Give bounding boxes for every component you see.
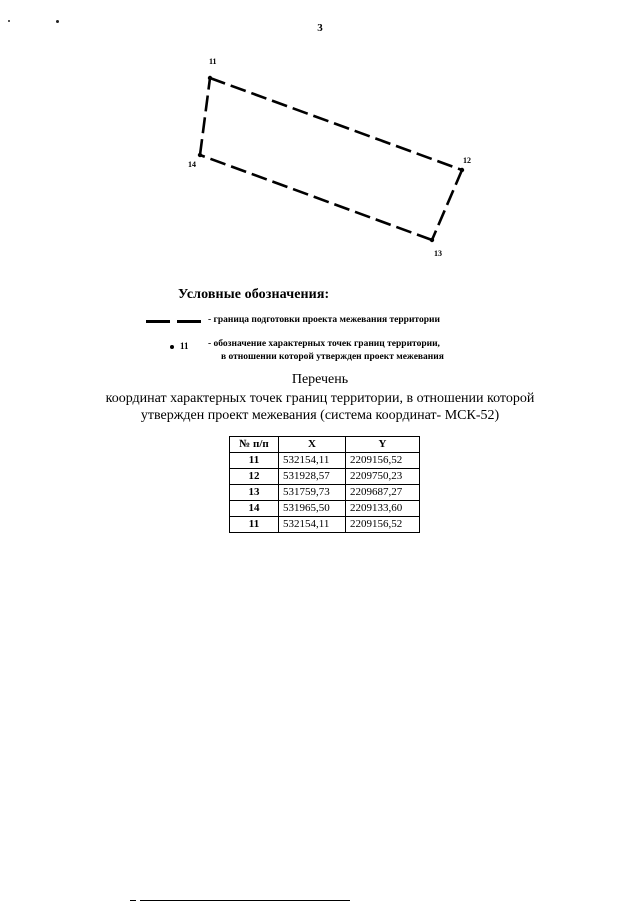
page-number: 3 (317, 22, 323, 34)
header-x: X (279, 437, 346, 453)
plan-point-12 (460, 168, 464, 172)
boundary-segment-12-13 (432, 170, 462, 240)
table-header-row (230, 437, 420, 453)
cell-number: 13 (230, 485, 279, 501)
boundary-segment-13-14 (200, 155, 432, 240)
plan-point-11 (208, 76, 212, 80)
cell-x: 531965,50 (279, 501, 346, 517)
cell-y: 2209133,60 (346, 501, 420, 517)
cell-number: 14 (230, 501, 279, 517)
cell-x: 532154,11 (279, 453, 346, 469)
cell-y: 2209156,52 (346, 517, 420, 533)
plan-point-13 (430, 238, 434, 242)
coordinates-table (229, 436, 420, 533)
table-row (230, 501, 420, 517)
legend-point-text-line2: в отношении которой утвержден проект межевания (221, 352, 444, 362)
table-row (230, 485, 420, 501)
legend-boundary-text: - граница подготовки проекта межевания территории (208, 315, 440, 325)
cell-x: 531928,57 (279, 469, 346, 485)
legend-point-symbol-label: 11 (180, 341, 189, 351)
cell-x: 532154,11 (279, 517, 346, 533)
table-row (230, 453, 420, 469)
caption-line2: координат характерных точек границ территории, в отношении которой (105, 391, 535, 406)
header-number: № п/п (230, 437, 279, 453)
legend-title: Условные обозначения: (178, 287, 330, 302)
plan-point-label-13: 13 (434, 249, 442, 258)
point-dot-icon (170, 345, 174, 349)
caption-line3: утвержден проект межевания (система координат- МСК-52) (140, 408, 500, 423)
boundary-segment-11-12 (210, 78, 462, 170)
dashed-line-symbol (146, 320, 202, 323)
plan-point-label-11: 11 (209, 57, 217, 66)
legend-point-text-line1: - обозначение характерных точек границ территории, (208, 339, 440, 349)
plan-point-14 (198, 153, 202, 157)
cell-y: 2209156,52 (346, 453, 420, 469)
cell-x: 531759,73 (279, 485, 346, 501)
cell-number: 11 (230, 453, 279, 469)
plan-point-label-12: 12 (463, 156, 471, 165)
table-row (230, 469, 420, 485)
footer-rule-mark (130, 900, 136, 901)
cell-y: 2209687,27 (346, 485, 420, 501)
cell-y: 2209750,23 (346, 469, 420, 485)
footer-rule (140, 900, 350, 901)
table-row (230, 517, 420, 533)
caption-title: Перечень (291, 372, 349, 387)
boundary-plan (0, 0, 640, 280)
cell-number: 12 (230, 469, 279, 485)
cell-number: 11 (230, 517, 279, 533)
header-y: Y (346, 437, 420, 453)
boundary-segment-14-11 (200, 78, 210, 155)
plan-point-label-14: 14 (188, 160, 196, 169)
